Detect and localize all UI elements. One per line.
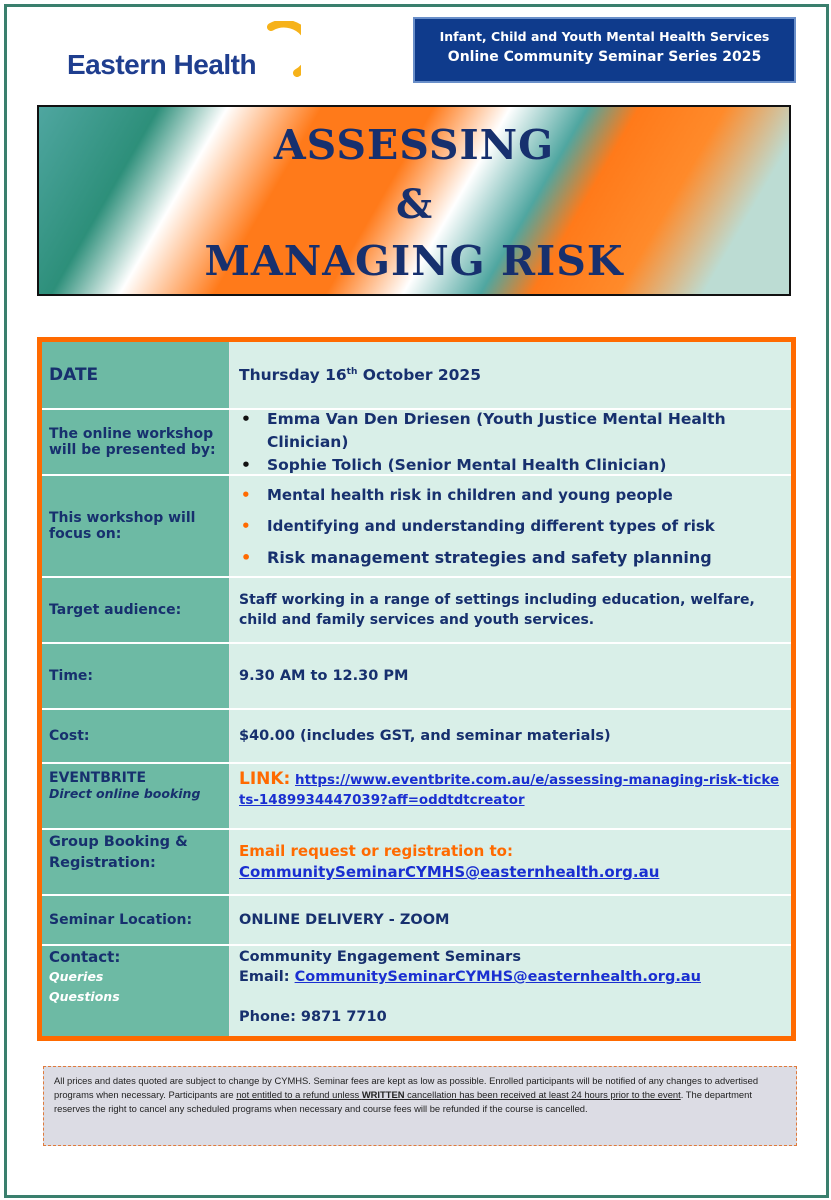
group-booking-label: Group Booking & Registration: (42, 830, 230, 894)
group-booking-email-link[interactable]: CommunitySeminarCYMHS@easternhealth.org.au (239, 863, 660, 881)
details-table (37, 337, 796, 1041)
contact-org: Community Engagement Seminars (239, 949, 521, 965)
contact-phone: Phone: 9871 7710 (239, 1009, 387, 1025)
terms-part-4: cancellation has been received at least 24 hours prior to the event (404, 1089, 681, 1100)
date-suffix: th (346, 366, 358, 377)
date-value (230, 342, 791, 408)
terms-part-2: not entitled to a refund unless (236, 1089, 362, 1100)
banner-line-1: Infant, Child and Youth Mental Health Services (439, 29, 770, 44)
title-line-2: & (395, 181, 433, 228)
time-label: Time: (42, 644, 230, 708)
focus-list (239, 480, 791, 573)
date-label: DATE (42, 342, 230, 408)
focus-value (230, 476, 791, 576)
row-contact (42, 946, 791, 1036)
location-label: Seminar Location: (42, 896, 230, 944)
row-eventbrite (42, 764, 791, 830)
title-line-3: MANAGING RISK (204, 237, 624, 285)
date-month-year: October 2025 (357, 366, 481, 384)
contact-sub-queries: Queries (49, 969, 104, 984)
terms-part-3: WRITTEN (361, 1089, 405, 1100)
row-presenters (42, 410, 791, 476)
row-date (42, 342, 791, 410)
contact-label-cell (42, 946, 230, 1036)
row-audience (42, 578, 791, 644)
eventbrite-label-cell (42, 764, 230, 828)
terms-footer (43, 1066, 797, 1146)
audience-value: Staff working in a range of settings including education, welfare, child and family services and youth services. (230, 578, 791, 642)
title-banner (37, 105, 791, 296)
contact-value (230, 946, 791, 1036)
contact-email-line (239, 967, 791, 987)
row-focus (42, 476, 791, 578)
title-line-1: ASSESSING (273, 121, 555, 169)
focus-item: • Mental health risk in children and young people (239, 480, 791, 511)
presenter-item: • Sophie Tolich (Senior Mental Health Clinician) (239, 454, 791, 477)
contact-email-link[interactable]: CommunitySeminarCYMHS@easternhealth.org.au (294, 969, 701, 985)
series-banner (413, 17, 796, 83)
logo-arc-icon (267, 21, 301, 77)
presenters-label: The online workshop will be presented by: (42, 410, 230, 474)
contact-sub-questions: Questions (49, 989, 120, 1004)
presenters-value (230, 410, 791, 474)
row-group-booking (42, 830, 791, 896)
eventbrite-sublabel: Direct online booking (49, 786, 201, 801)
date-day: Thursday 16 (239, 366, 347, 384)
contact-label: Contact: (49, 948, 121, 966)
focus-label: This workshop will focus on: (42, 476, 230, 576)
location-value: ONLINE DELIVERY - ZOOM (230, 896, 791, 944)
terms-part-5: . The department reserves the right to cancel any scheduled programs when necessary and course fees will be refunded if the course is cancelled. (54, 1089, 752, 1114)
row-cost (42, 710, 791, 764)
eventbrite-link-label: LINK: (239, 769, 291, 789)
logo-text: Eastern Health (67, 49, 257, 80)
group-booking-intro: Email request or registration to: (239, 842, 513, 860)
row-time (42, 644, 791, 710)
focus-item: • Risk management strategies and safety planning (239, 542, 791, 573)
presenter-item: • Emma Van Den Driesen (Youth Justice Mental Health Clinician) (239, 408, 791, 454)
row-location (42, 896, 791, 946)
flyer-page (4, 4, 829, 1198)
banner-line-2: Online Community Seminar Series 2025 (447, 49, 762, 65)
eastern-health-logo (67, 17, 307, 87)
cost-value: $40.00 (includes GST, and seminar materials) (230, 710, 791, 762)
cost-label: Cost: (42, 710, 230, 762)
eventbrite-link[interactable]: https://www.eventbrite.com.au/e/assessing-managing-risk-tickets-1489934447039?aff=oddtdtcreator (239, 773, 780, 808)
presenters-list (239, 408, 791, 477)
group-booking-value (230, 830, 791, 894)
focus-item: • Identifying and understanding different types of risk (239, 511, 791, 542)
contact-email-label: Email: (239, 969, 295, 985)
eventbrite-value (230, 764, 791, 828)
terms-part-1: All prices and dates quoted are subject to change by CYMHS. Seminar fees are kept as low as possible. Enrolled participants will be notified of any changes to advertised programs when necessary. Participants are (54, 1075, 759, 1100)
audience-label: Target audience: (42, 578, 230, 642)
eventbrite-label: EVENTBRITE (49, 770, 147, 786)
time-value: 9.30 AM to 12.30 PM (230, 644, 791, 708)
